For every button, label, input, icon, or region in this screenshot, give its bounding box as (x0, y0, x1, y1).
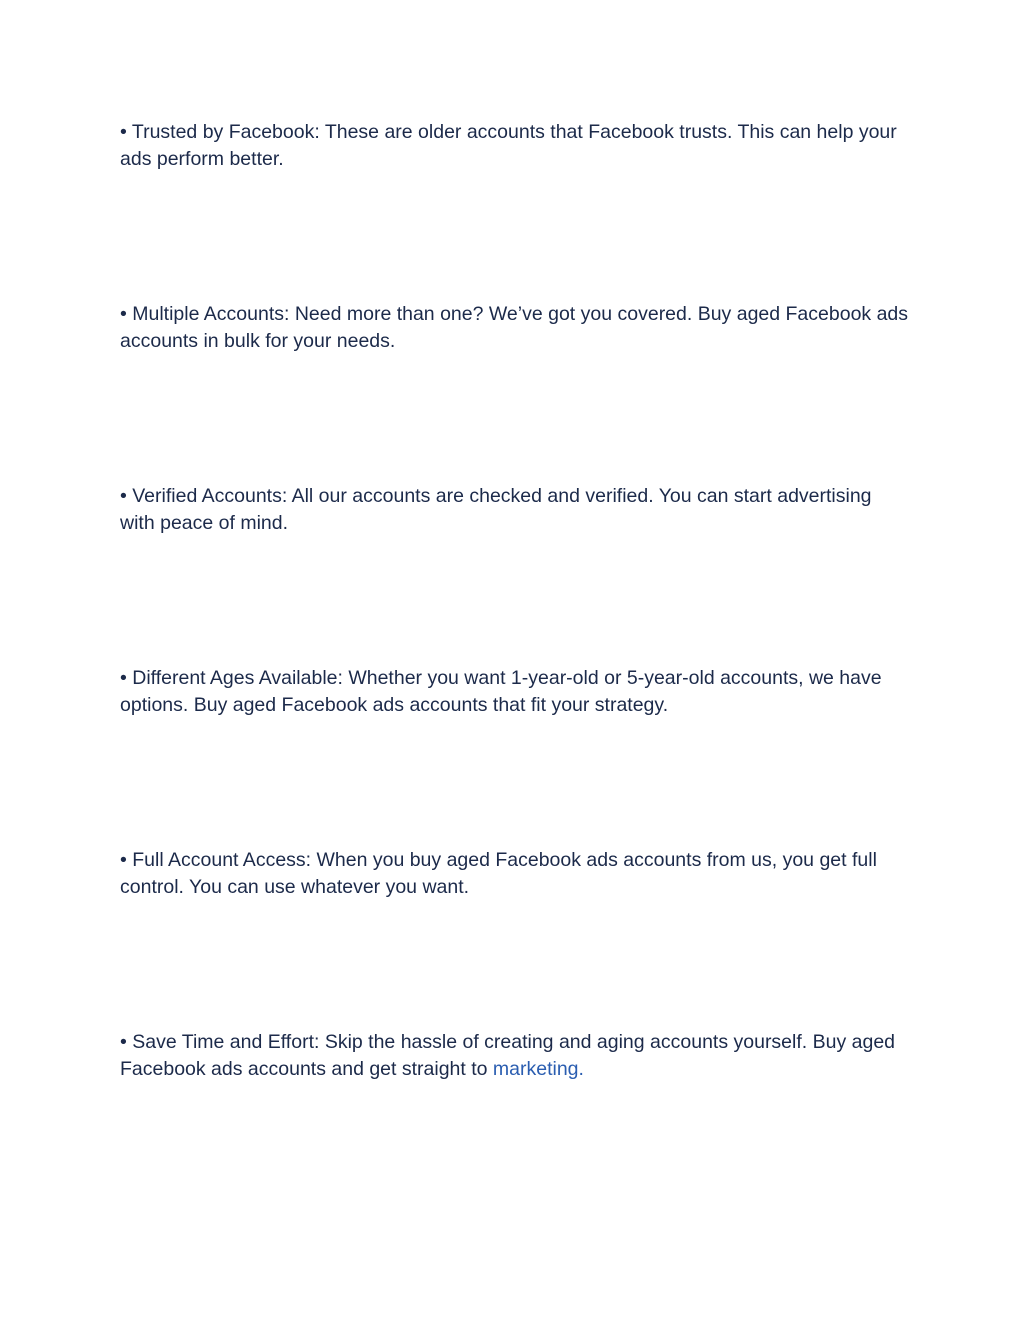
bullet-text: • Save Time and Effort: Skip the hassle of creating and aging accounts yourself. Buy aged Facebook ads accounts and get straight to (120, 1031, 896, 1080)
marketing-link[interactable]: marketing. (492, 1058, 584, 1080)
bullet-text: • Different Ages Available: Whether you want 1-year-old or 5-year-old accounts, we have options. Buy aged Facebook ads accounts that fit your strategy. (120, 667, 882, 716)
bullet-trusted-by-facebook (120, 119, 910, 173)
bullet-full-account-access (120, 847, 910, 901)
bullet-multiple-accounts (120, 301, 910, 355)
bullet-text: • Trusted by Facebook: These are older accounts that Facebook trusts. This can help your ads perform better. (120, 121, 897, 170)
bullet-verified-accounts (120, 483, 910, 537)
bullet-text: • Verified Accounts: All our accounts are checked and verified. You can start advertising with peace of mind. (120, 485, 872, 534)
bullet-text: • Full Account Access: When you buy aged Facebook ads accounts from us, you get full control. You can use whatever you want. (120, 849, 877, 898)
bullet-text: • Multiple Accounts: Need more than one? We’ve got you covered. Buy aged Facebook ads accounts in bulk for your needs. (120, 303, 909, 352)
bullet-different-ages (120, 665, 910, 719)
bullet-save-time (120, 1029, 910, 1083)
